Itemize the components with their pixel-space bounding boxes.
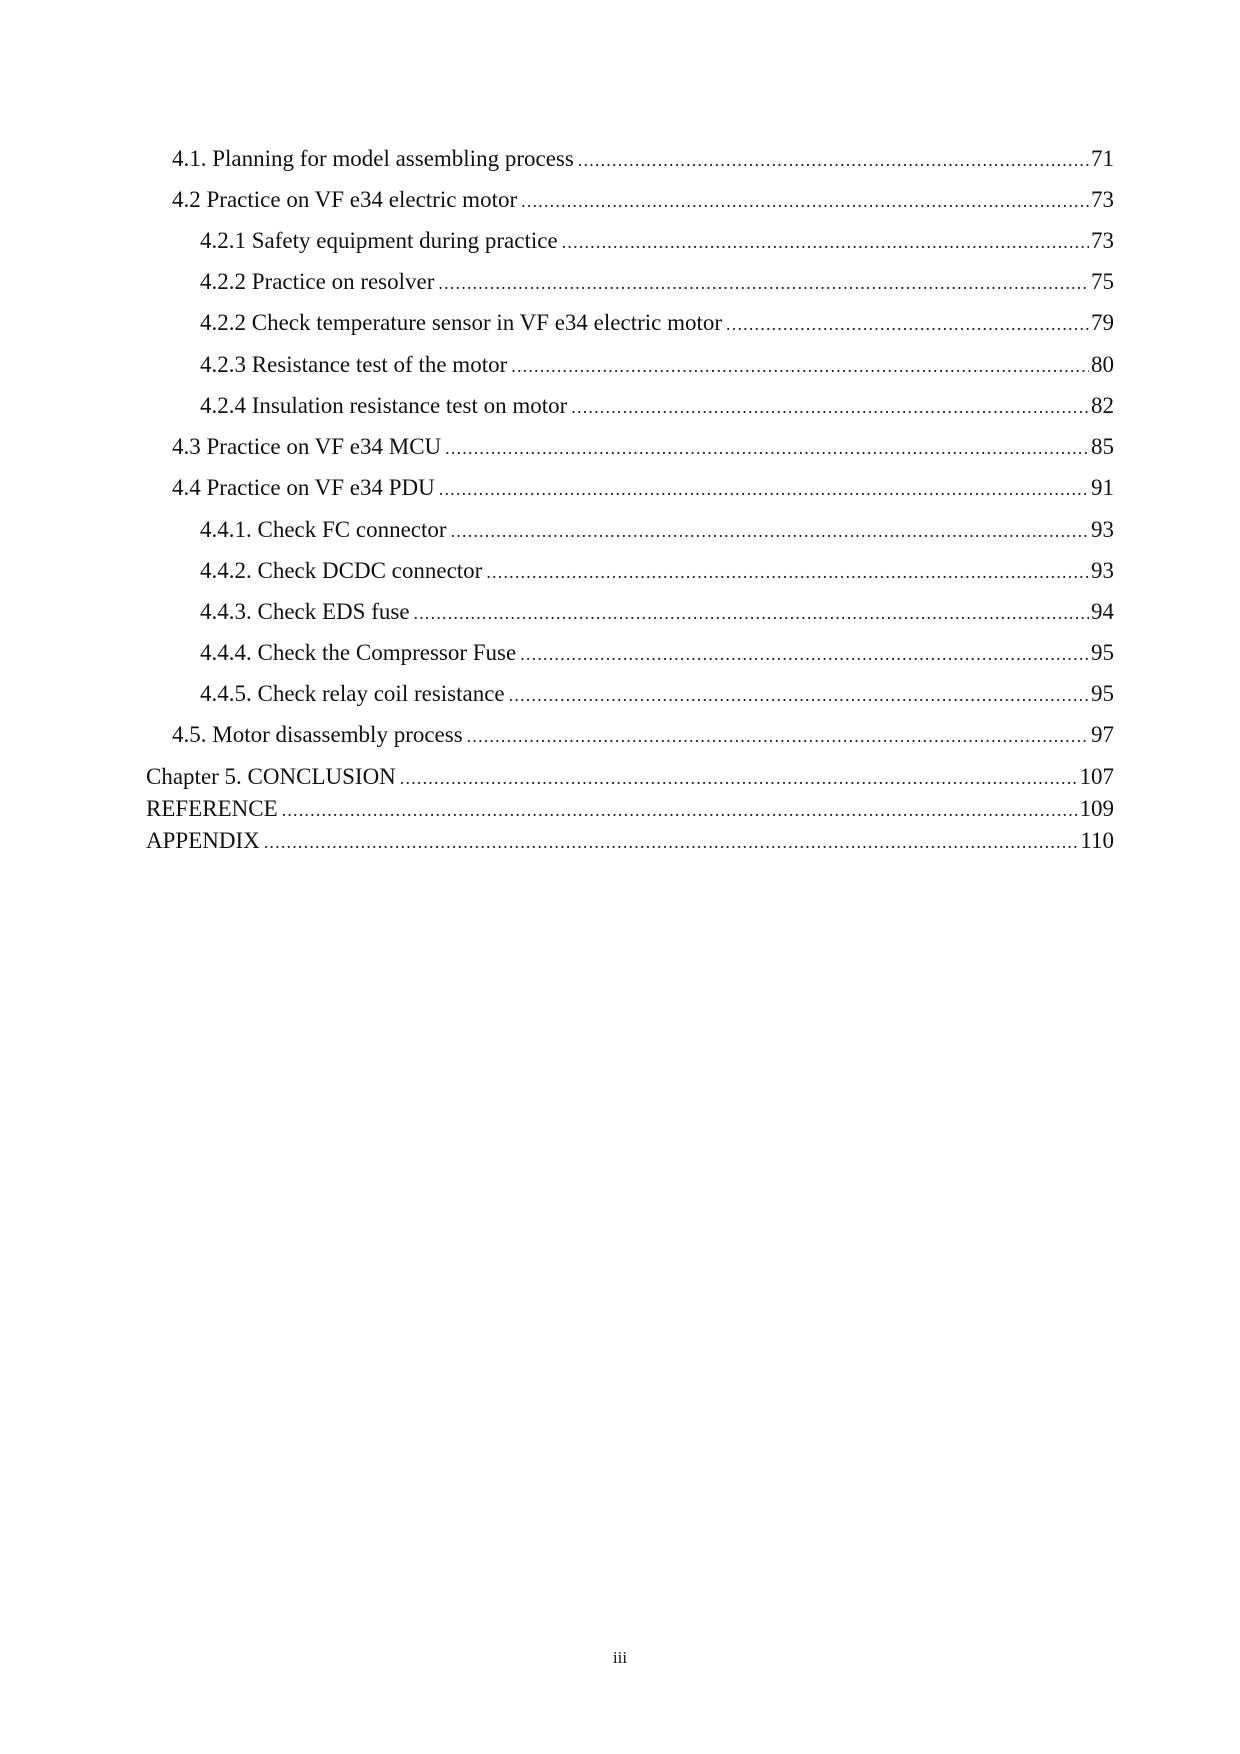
dot-leader bbox=[439, 479, 1089, 500]
toc-entry-title: REFERENCE bbox=[146, 796, 278, 821]
toc-entry[interactable] bbox=[172, 146, 1114, 172]
toc-entry-title: 4.2.2 Check temperature sensor in VF e34 electric motor bbox=[200, 310, 723, 335]
dot-leader bbox=[282, 800, 1078, 821]
dot-leader bbox=[509, 685, 1089, 706]
toc-entry[interactable] bbox=[200, 352, 1114, 378]
toc-entry-page: 91 bbox=[1091, 475, 1114, 500]
toc-entry-page: 94 bbox=[1091, 599, 1114, 624]
toc-entry[interactable] bbox=[172, 434, 1114, 460]
toc-entry-title: 4.4.4. Check the Compressor Fuse bbox=[200, 640, 517, 665]
toc-entry[interactable] bbox=[172, 187, 1114, 213]
toc-entry-title: 4.2.3 Resistance test of the motor bbox=[200, 352, 508, 377]
toc-entry-page: 93 bbox=[1091, 558, 1114, 583]
dot-leader bbox=[562, 232, 1089, 253]
toc-entry-page: 85 bbox=[1091, 434, 1114, 459]
toc-entry[interactable] bbox=[200, 558, 1114, 584]
toc-entry-page: 73 bbox=[1091, 228, 1114, 253]
toc-entry[interactable] bbox=[172, 722, 1114, 748]
dot-leader bbox=[521, 191, 1089, 212]
dot-leader bbox=[445, 438, 1089, 459]
toc-entry-page: 109 bbox=[1079, 796, 1114, 821]
dot-leader bbox=[578, 150, 1089, 171]
toc-entry[interactable] bbox=[146, 764, 1114, 790]
toc-entry-page: 95 bbox=[1091, 640, 1114, 665]
toc-entry[interactable] bbox=[200, 269, 1114, 295]
toc-entry[interactable] bbox=[146, 828, 1114, 854]
toc-entry-title: 4.2.1 Safety equipment during practice bbox=[200, 228, 558, 253]
dot-leader bbox=[486, 562, 1089, 583]
toc-entry-page: 73 bbox=[1091, 187, 1114, 212]
toc-entry[interactable] bbox=[146, 796, 1114, 822]
toc-entry-title: 4.2.4 Insulation resistance test on motor bbox=[200, 393, 568, 418]
toc-entry[interactable] bbox=[200, 393, 1114, 419]
toc-entry-title: Chapter 5. CONCLUSION bbox=[146, 764, 396, 789]
dot-leader bbox=[414, 603, 1089, 624]
dot-leader bbox=[467, 726, 1089, 747]
toc-entry-title: APPENDIX bbox=[146, 828, 260, 853]
toc-entry-page: 80 bbox=[1091, 352, 1114, 377]
toc-entry-page: 110 bbox=[1080, 828, 1114, 853]
toc-entry[interactable] bbox=[172, 475, 1114, 501]
dot-leader bbox=[520, 644, 1089, 665]
toc-entry-page: 79 bbox=[1091, 310, 1114, 335]
dot-leader bbox=[400, 768, 1078, 789]
toc-entry[interactable] bbox=[200, 599, 1114, 625]
toc-entry-page: 75 bbox=[1091, 269, 1114, 294]
toc-entry[interactable] bbox=[200, 681, 1114, 707]
toc-entry-page: 71 bbox=[1091, 146, 1114, 171]
toc-entry-title: 4.1. Planning for model assembling process bbox=[172, 146, 574, 171]
toc-entry[interactable] bbox=[200, 310, 1114, 336]
toc-entry-title: 4.2.2 Practice on resolver bbox=[200, 269, 435, 294]
dot-leader bbox=[571, 397, 1089, 418]
toc-entry-page: 82 bbox=[1091, 393, 1114, 418]
toc-entry-page: 95 bbox=[1091, 681, 1114, 706]
toc-entry-title: 4.4 Practice on VF e34 PDU bbox=[172, 475, 435, 500]
toc-entry-title: 4.3 Practice on VF e34 MCU bbox=[172, 434, 442, 459]
toc-entry-title: 4.4.3. Check EDS fuse bbox=[200, 599, 410, 624]
toc-entry[interactable] bbox=[200, 228, 1114, 254]
toc-entry-title: 4.4.2. Check DCDC connector bbox=[200, 558, 483, 583]
toc-entry[interactable] bbox=[200, 517, 1114, 543]
toc-entry-title: 4.4.5. Check relay coil resistance bbox=[200, 681, 505, 706]
toc-entry-title: 4.2 Practice on VF e34 electric motor bbox=[172, 187, 518, 212]
toc-entry-title: 4.4.1. Check FC connector bbox=[200, 517, 447, 542]
page-number: iii bbox=[612, 1648, 628, 1667]
dot-leader bbox=[438, 273, 1089, 294]
toc-entry[interactable] bbox=[200, 640, 1114, 666]
toc-entry-page: 107 bbox=[1079, 764, 1114, 789]
dot-leader bbox=[264, 832, 1079, 853]
toc-entry-page: 93 bbox=[1091, 517, 1114, 542]
toc-entry-title: 4.5. Motor disassembly process bbox=[172, 722, 463, 747]
dot-leader bbox=[726, 314, 1089, 335]
toc-entry-page: 97 bbox=[1091, 722, 1114, 747]
dot-leader bbox=[451, 521, 1089, 542]
dot-leader bbox=[511, 356, 1089, 377]
